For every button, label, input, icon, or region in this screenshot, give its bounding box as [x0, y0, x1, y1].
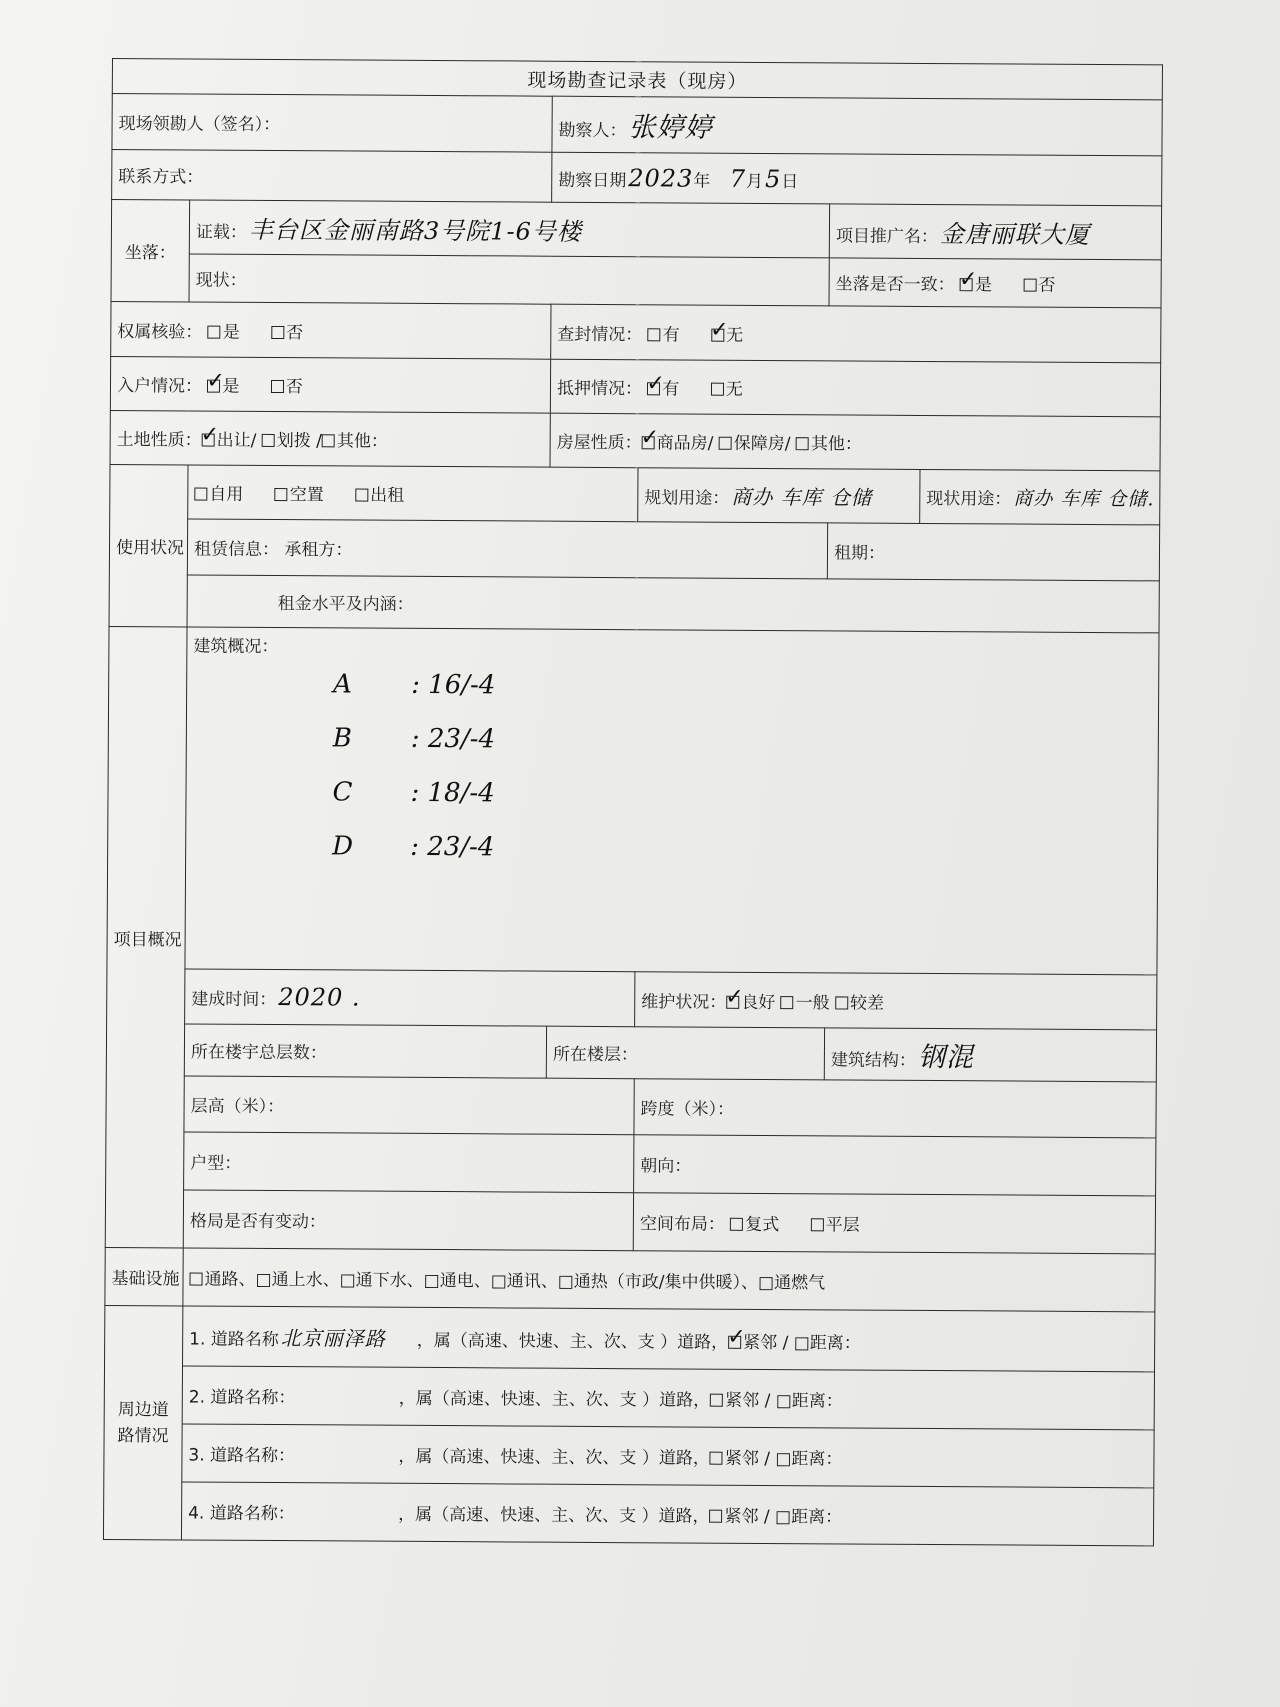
- household-yes-label: 是: [222, 376, 240, 397]
- rent-label: 租金水平及内涵：: [277, 594, 414, 615]
- building-key: B: [332, 723, 353, 754]
- rent-cell[interactable]: [187, 575, 1159, 633]
- building-row: [332, 819, 1151, 878]
- loc-match-yes-label: 是: [974, 275, 993, 296]
- land-transfer-checkbox[interactable]: [202, 434, 215, 447]
- road-near-checkbox[interactable]: [710, 1452, 723, 1465]
- building-row: [333, 657, 1152, 716]
- loc-match-label: 坐落是否一致：: [835, 274, 955, 296]
- structure-value: 钢混: [917, 1041, 975, 1074]
- survey-form-table: [103, 58, 1163, 1546]
- road-near-label: 紧邻: [725, 1390, 760, 1411]
- ownership-no-label: 否: [286, 322, 304, 343]
- seizure-cell: [551, 304, 1161, 363]
- contact-label: 联系方式：: [118, 167, 204, 188]
- road-type: ，属（高速、快速、主、次、支 ）道路，: [416, 1330, 729, 1353]
- maint-good-label: 良好: [741, 992, 776, 1013]
- planned-use-value: 商办 车库 仓储: [731, 484, 873, 510]
- road-type: ，属（高速、快速、主、次、支 ）道路，: [398, 1504, 710, 1527]
- land-cell: [110, 410, 550, 467]
- building-label: 建筑概况：: [193, 636, 279, 658]
- usage-self-label: 自用: [209, 484, 244, 505]
- built-year-value: 2020 .: [278, 983, 361, 1012]
- usage-vacant-checkbox[interactable]: [275, 488, 288, 501]
- contact-cell[interactable]: [112, 150, 552, 203]
- house-commercial-label: 商品房/: [656, 433, 714, 454]
- mortgage-cell: [550, 359, 1160, 417]
- layout-change-label: 格局是否有变动：: [189, 1211, 326, 1233]
- road-near-checkbox[interactable]: [709, 1510, 722, 1523]
- space-duplex-checkbox[interactable]: [730, 1218, 743, 1231]
- seizure-none-label: 无: [726, 325, 744, 346]
- building-row: [332, 765, 1151, 824]
- building-row: [333, 711, 1152, 770]
- infra-road-checkbox[interactable]: [190, 1272, 203, 1285]
- land-allocation-label: 划拨 /: [276, 431, 323, 452]
- total-floors-label: 所在楼宇总层数：: [190, 1042, 327, 1064]
- infra-options: 通路、□通上水、□通下水、□通电、□通讯、□通热（市政/集中供暖）、□通燃气: [204, 1269, 826, 1294]
- maint-poor-label: 较差: [849, 993, 885, 1014]
- land-other-label: 其他：: [336, 431, 389, 452]
- orientation-cell[interactable]: [634, 1135, 1156, 1196]
- loc-match-yes-checkbox[interactable]: [960, 278, 973, 291]
- ownership-label: 权属核验：: [117, 321, 203, 343]
- road-dist-label: / □距离：: [758, 1506, 843, 1528]
- building-key: A: [333, 669, 353, 700]
- total-floors-cell[interactable]: [184, 1024, 546, 1078]
- mortgage-label: 抵押情况：: [556, 378, 643, 400]
- house-label: 房屋性质：: [556, 432, 642, 454]
- road-row-2: [182, 1366, 1154, 1430]
- mortgage-has-checkbox[interactable]: [647, 382, 660, 395]
- maint-good-checkbox[interactable]: [726, 995, 739, 1008]
- building-value: : 23/-4: [410, 723, 496, 755]
- roads-label: 周边道路情况: [103, 1305, 182, 1539]
- usage-rent-checkbox[interactable]: [355, 488, 368, 501]
- form-title: 现场勘查记录表（现房）: [112, 59, 1162, 100]
- land-label: 土地性质：: [116, 430, 202, 451]
- road-near-label: 紧邻: [743, 1332, 778, 1354]
- house-other-checkbox[interactable]: [796, 437, 809, 450]
- layout-change-cell[interactable]: [183, 1190, 633, 1251]
- date-day-unit: 日: [781, 171, 799, 192]
- inspector-label: 勘察人：: [558, 120, 627, 142]
- lessee-label: 承租方：: [284, 540, 353, 561]
- road-near-checkbox[interactable]: [710, 1394, 723, 1407]
- inspector-cell[interactable]: [552, 96, 1162, 156]
- road-near-checkbox[interactable]: [728, 1336, 741, 1349]
- space-label: 空间布局：: [639, 1214, 725, 1235]
- maint-label: 维护状况：: [641, 991, 727, 1013]
- unit-label: 户型：: [190, 1153, 242, 1174]
- seizure-label: 查封情况：: [557, 324, 643, 345]
- road-dist-label: / □距离：: [759, 1390, 843, 1412]
- date-cell[interactable]: [552, 152, 1162, 206]
- building-value: : 23/-4: [410, 831, 495, 863]
- usage-self-checkbox[interactable]: [194, 488, 207, 501]
- lease-info-label: 租赁信息：: [193, 539, 280, 561]
- structure-label: 建筑结构：: [830, 1050, 916, 1071]
- built-year-cell[interactable]: [185, 969, 635, 1027]
- building-list: [192, 657, 1152, 879]
- road-number[interactable]: 4. 道路名称：: [188, 1503, 295, 1525]
- space-duplex-label: 复式: [745, 1214, 780, 1236]
- mortgage-has-label: 有: [662, 379, 680, 400]
- floor-cell[interactable]: [546, 1026, 824, 1080]
- road-near-label: 紧邻: [724, 1448, 759, 1469]
- seizure-none-checkbox[interactable]: [711, 328, 724, 341]
- field-leader-label: 现场领勘人（签名）：: [118, 114, 281, 136]
- usage-label: 使用状况: [109, 464, 188, 626]
- cert-cell[interactable]: [189, 200, 829, 258]
- seizure-has-checkbox[interactable]: [648, 328, 661, 341]
- status-label: 现状：: [195, 270, 247, 291]
- road-name-value[interactable]: 北京丽泽路: [280, 1326, 386, 1351]
- usage-rent-label: 出租: [370, 485, 405, 506]
- house-affordable-checkbox[interactable]: [719, 437, 732, 450]
- span-cell[interactable]: [634, 1079, 1156, 1138]
- date-year: 2023: [628, 163, 694, 193]
- status-cell[interactable]: [189, 254, 829, 306]
- ownership-yes-label: 是: [222, 322, 240, 343]
- loc-match-no-checkbox[interactable]: [1023, 279, 1036, 292]
- date-label: 勘察日期: [558, 170, 627, 191]
- project-name-cell[interactable]: [829, 204, 1161, 260]
- space-flat-checkbox[interactable]: [811, 1218, 824, 1231]
- current-use-value: 商办 车库 仓储.: [1013, 487, 1155, 511]
- road-type: ，属（高速、快速、主、次、支 ）道路，: [398, 1446, 710, 1469]
- maint-poor-checkbox[interactable]: [835, 996, 848, 1009]
- cert-value: 丰台区金丽南路3号院1-6号楼: [248, 215, 582, 246]
- ownership-no-checkbox[interactable]: [271, 325, 284, 338]
- maint-normal-label: 一般: [795, 992, 830, 1013]
- space-cell: [633, 1193, 1155, 1254]
- project-label: 项目概况: [105, 626, 187, 1247]
- road-number[interactable]: 2. 道路名称：: [188, 1387, 296, 1409]
- house-commercial-checkbox[interactable]: [642, 436, 655, 449]
- unit-cell[interactable]: [184, 1132, 634, 1193]
- planned-use-cell[interactable]: [638, 468, 920, 524]
- house-affordable-label: 保障房/: [733, 433, 791, 455]
- building-key: C: [332, 777, 353, 808]
- house-cell: [550, 413, 1160, 471]
- household-yes-checkbox[interactable]: [207, 380, 220, 393]
- household-label: 入户情况：: [116, 376, 203, 397]
- built-year-label: 建成时间：: [191, 989, 277, 1011]
- usage-vacant-label: 空置: [289, 485, 324, 506]
- space-flat-label: 平层: [825, 1215, 860, 1236]
- road-near-label: 紧邻: [724, 1506, 759, 1527]
- building-key: D: [332, 831, 354, 862]
- ownership-cell: [111, 301, 551, 359]
- road-row-3: [182, 1424, 1154, 1488]
- land-allocation-checkbox[interactable]: [262, 434, 275, 447]
- floor-label: 所在楼层：: [552, 1044, 638, 1066]
- lease-info-cell[interactable]: [187, 519, 827, 579]
- orientation-label: 朝向：: [640, 1156, 692, 1177]
- road-dist-label: / □距离：: [758, 1448, 843, 1470]
- road-number[interactable]: 3. 道路名称：: [188, 1445, 296, 1467]
- location-label: 坐落：: [111, 200, 190, 302]
- loc-match-cell: [829, 258, 1161, 308]
- inspector-signature: 张婷婷: [628, 112, 713, 144]
- road-type: ，属（高速、快速、主、次、支 ）道路，: [398, 1388, 711, 1411]
- road-dist-label: / □距离：: [777, 1333, 861, 1354]
- loc-match-no-label: 否: [1038, 275, 1056, 296]
- cert-label: 证载：: [195, 222, 247, 243]
- seizure-has-label: 有: [662, 324, 680, 345]
- planned-use-label: 规划用途：: [644, 488, 730, 509]
- height-cell[interactable]: [184, 1076, 634, 1135]
- land-transfer-label: 出让/: [216, 430, 257, 451]
- date-month-unit: 月: [745, 171, 764, 192]
- survey-form-sheet: [103, 58, 1162, 1546]
- road-row-4: [181, 1482, 1153, 1546]
- date-day: 5: [764, 164, 782, 193]
- mortgage-none-checkbox[interactable]: [711, 383, 724, 396]
- current-use-label: 现状用途：: [926, 488, 1012, 510]
- structure-cell[interactable]: [824, 1028, 1156, 1082]
- infra-label: 基础设施: [105, 1247, 183, 1305]
- building-value: : 18/-4: [410, 777, 495, 809]
- building-value: : 16/-4: [411, 669, 496, 701]
- building-cell[interactable]: [185, 627, 1159, 975]
- road-row-1: [183, 1306, 1155, 1372]
- road-number: 1. 道路名称: [189, 1329, 279, 1351]
- maint-cell: [635, 972, 1157, 1030]
- date-month: 7: [729, 164, 747, 193]
- house-other-label: 其他：: [810, 434, 862, 455]
- household-no-label: 否: [285, 377, 303, 398]
- current-use-cell[interactable]: [920, 469, 1160, 524]
- height-label: 层高（米）：: [190, 1096, 285, 1118]
- span-label: 跨度（米）：: [640, 1099, 735, 1120]
- lease-term-label: 租期：: [833, 543, 886, 564]
- infra-cell: [183, 1248, 1155, 1312]
- lease-term-cell[interactable]: [827, 523, 1159, 581]
- household-cell: [110, 356, 550, 413]
- project-name-value: 金唐丽联大厦: [939, 220, 1091, 249]
- maint-normal-checkbox[interactable]: [781, 996, 794, 1009]
- household-no-checkbox[interactable]: [271, 380, 284, 393]
- mortgage-none-label: 无: [725, 379, 743, 400]
- usage-options-cell: [188, 465, 638, 522]
- project-name-label: 项目推广名：: [835, 226, 938, 248]
- land-other-checkbox[interactable]: [322, 434, 335, 447]
- field-leader-cell[interactable]: [112, 94, 552, 153]
- ownership-yes-checkbox[interactable]: [208, 325, 221, 338]
- date-year-unit: 年: [693, 171, 711, 192]
